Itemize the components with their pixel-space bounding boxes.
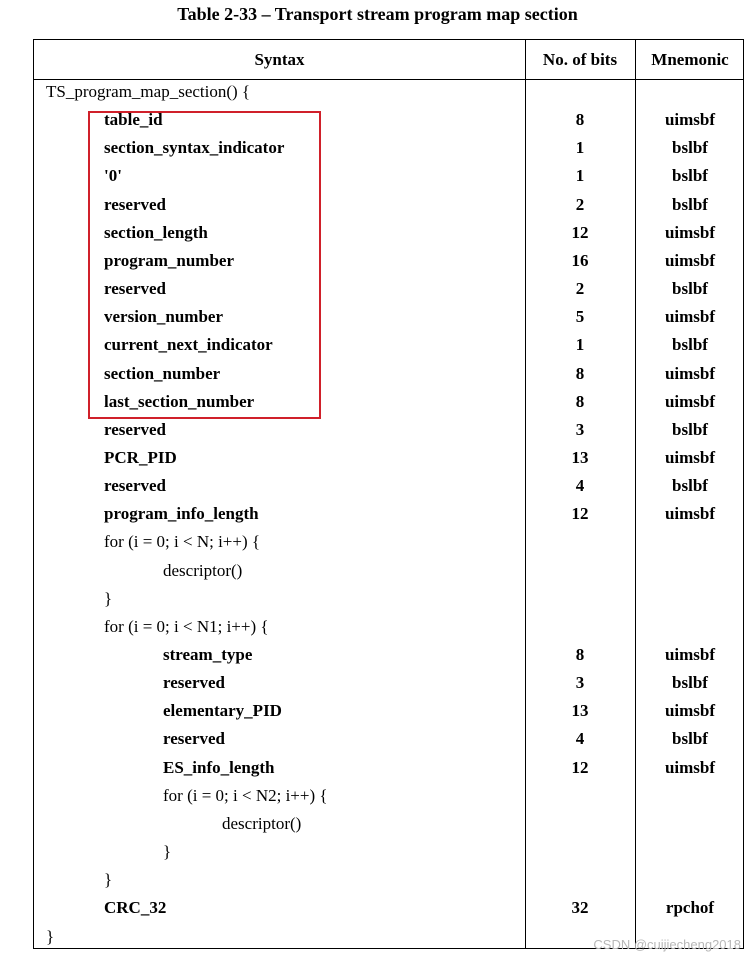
mnemonic-cell: uimsbf [664,391,716,411]
table-row [34,898,743,926]
table-row [34,814,743,842]
syntax-cell: program_info_length [104,504,259,524]
table-row [34,448,743,476]
bits-cell: 1 [575,166,585,186]
bits-cell: 1 [575,138,585,158]
table-row [34,758,743,786]
bits-cell: 32 [571,898,589,918]
table-row [34,617,743,645]
syntax-cell: reserved [163,729,225,749]
bits-cell: 2 [575,279,585,299]
table-row [34,476,743,504]
syntax-cell: TS_program_map_section() { [46,82,251,101]
syntax-cell: stream_type [163,645,253,664]
bits-cell: 12 [571,504,589,524]
syntax-cell: '0' [104,166,122,186]
syntax-cell: section_syntax_indicator [104,138,285,158]
bits-cell: 8 [575,363,585,383]
syntax-cell: reserved [104,279,166,299]
table-row [34,786,743,814]
syntax-cell: for (i = 0; i < N1; i++) { [104,616,269,636]
mnemonic-cell: uimsbf [664,504,716,524]
syntax-cell: } [163,842,172,862]
syntax-cell: ES_info_length [163,757,275,777]
syntax-cell: } [46,926,55,946]
table-row [34,842,743,870]
mnemonic-cell: uimsbf [664,307,716,327]
bits-cell: 8 [575,645,585,664]
syntax-cell: section_number [104,363,221,383]
bits-cell: 4 [575,729,585,749]
bits-cell: 12 [571,222,589,242]
bits-cell: 2 [575,194,585,214]
table-row [34,504,743,532]
syntax-cell: current_next_indicator [104,335,273,355]
syntax-cell: CRC_32 [104,898,167,918]
table-row [34,870,743,898]
bits-cell: 12 [571,757,589,777]
table-row [34,589,743,617]
mnemonic-cell: uimsbf [664,250,716,270]
highlight-box [88,111,321,419]
syntax-cell: reserved [104,419,166,439]
bits-cell: 5 [575,307,585,327]
table-row [34,729,743,757]
mnemonic-cell: bslbf [672,335,708,355]
header-bits: No. of bits [542,50,618,69]
mnemonic-cell: uimsbf [664,110,716,130]
syntax-cell: section_length [104,222,208,242]
bits-cell: 8 [575,391,585,411]
syntax-cell: reserved [163,673,225,693]
mnemonic-cell: uimsbf [664,447,716,467]
mnemonic-cell: bslbf [672,279,708,299]
table-row [34,561,743,589]
bits-cell: 13 [571,701,589,721]
header-syntax: Syntax [254,50,305,69]
syntax-cell: reserved [104,194,166,214]
table-row [34,645,743,673]
bits-cell: 1 [575,335,585,355]
bits-cell: 3 [575,419,585,439]
mnemonic-cell: bslbf [672,673,708,693]
syntax-cell: table_id [104,110,163,130]
mnemonic-cell: uimsbf [664,363,716,383]
syntax-cell: descriptor() [163,560,243,580]
mnemonic-cell: uimsbf [664,645,716,664]
watermark: CSDN @cuijiecheng2018 [593,937,741,952]
bits-cell: 16 [571,250,589,270]
table-row [34,673,743,701]
syntax-cell: elementary_PID [163,701,282,721]
syntax-cell: program_number [104,250,235,270]
syntax-cell: } [104,588,113,608]
bits-cell: 13 [571,447,589,467]
syntax-cell: version_number [104,307,223,327]
mnemonic-cell: uimsbf [664,757,716,777]
mnemonic-cell: bslbf [672,138,708,158]
header-mnemonic: Mnemonic [651,50,729,69]
syntax-cell: for (i = 0; i < N; i++) { [104,532,261,552]
mnemonic-cell: bslbf [672,194,708,214]
table-row [34,701,743,729]
mnemonic-cell: uimsbf [664,222,716,242]
table-row [34,532,743,560]
syntax-cell: for (i = 0; i < N2; i++) { [163,785,328,805]
syntax-cell: PCR_PID [104,447,177,467]
mnemonic-cell: rpchof [665,898,715,918]
table-row [34,420,743,448]
mnemonic-cell: uimsbf [664,701,716,721]
syntax-cell: reserved [104,476,166,496]
syntax-cell: descriptor() [222,813,302,833]
bits-cell: 3 [575,673,585,693]
table-row [34,82,743,110]
syntax-table [33,39,744,949]
bits-cell: 4 [575,476,585,496]
syntax-cell: last_section_number [104,391,255,411]
mnemonic-cell: bslbf [672,419,708,439]
table-title: Table 2-33 – Transport stream program map section [177,4,578,24]
mnemonic-cell: bslbf [672,729,708,749]
bits-cell: 8 [575,110,585,130]
mnemonic-cell: bslbf [672,476,708,496]
header-divider [34,79,743,80]
mnemonic-cell: bslbf [672,166,708,186]
syntax-cell: } [104,870,113,890]
